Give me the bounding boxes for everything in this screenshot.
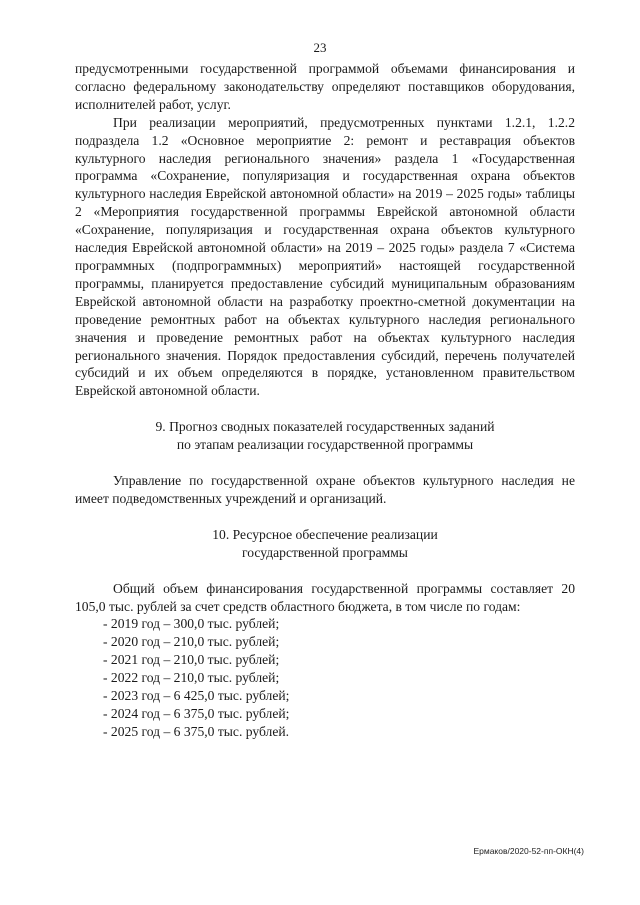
section-10-heading-line1: 10. Ресурсное обеспечение реализации [212, 526, 438, 542]
paragraph-continuation: предусмотренными государственной программой объемами финансирования и согласно федеральному законодательству определяют поставщиков оборудования, исполнителей работ, услуг. [75, 61, 575, 112]
page-number: 23 [313, 40, 327, 55]
list-item-2022: - 2022 год – 210,0 тыс. рублей; [103, 670, 280, 686]
section-10-heading-line2: государственной программы [242, 544, 408, 560]
section-9-text: Управление по государственной охране объектов культурного наследия не имеет подведомственных учреждений и организаций. [75, 473, 575, 506]
section-10-heading [75, 526, 575, 562]
list-item-2021: - 2021 год – 210,0 тыс. рублей; [103, 652, 280, 668]
document-body [75, 60, 575, 741]
list-item-2025: - 2025 год – 6 375,0 тыс. рублей. [103, 723, 290, 739]
section-9-heading-line2: по этапам реализации государственной программы [176, 437, 474, 453]
funding-by-year-list [75, 615, 575, 740]
list-item-2023: - 2023 год – 6 425,0 тыс. рублей; [103, 688, 290, 704]
list-item-2019: - 2019 год – 300,0 тыс. рублей; [103, 616, 280, 632]
section-9-heading [75, 418, 575, 454]
list-item-2024: - 2024 год – 6 375,0 тыс. рублей; [103, 706, 290, 721]
section-9-heading-line1: 9. Прогноз сводных показателей государственных заданий [155, 419, 495, 435]
list-item-2020: - 2020 год – 210,0 тыс. рублей; [103, 634, 280, 650]
section-10-text: Общий объем финансирования государственной программы составляет 20 105,0 тыс. рублей за счет средств областного бюджета, в том числе по годам: [75, 580, 575, 614]
paragraph-subsidies: При реализации мероприятий, предусмотренных пунктами 1.2.1, 1.2.2 подраздела 1.2 «Основное мероприятие 2: ремонт и реставрация объектов культурного наследия регионального значения» раздела 1 «Государственная программа «Сохранение, популяризация и государственная охрана объектов культурного наследия Еврейской автономной области» на 2019 – 2025 годы» таблицы 2 «Мероприятия государственной программы Еврейской автономной области «Сохранение, популяризация и государственная охрана объектов культурного наследия Еврейской автономной области» на 2019 – 2025 годы» раздела 7 «Система программных (подпрограммных) мероприятий» настоящей государственной программы, планируется предоставление субсидий муниципальным образованиям Еврейской автономной области на разработку проектно-сметной документации на проведение ремонтных работ на объектах культурного наследия регионального значения и проведение ремонтных работ на объектах культурного наследия регионального значения. Порядок предоставления субсидий, перечень получателей субсидий и их объем определяются в порядке, установленном правительством Еврейской автономной области. [75, 114, 575, 399]
document-code: Ермаков/2020-52-пп-ОКН(4) [473, 846, 584, 856]
